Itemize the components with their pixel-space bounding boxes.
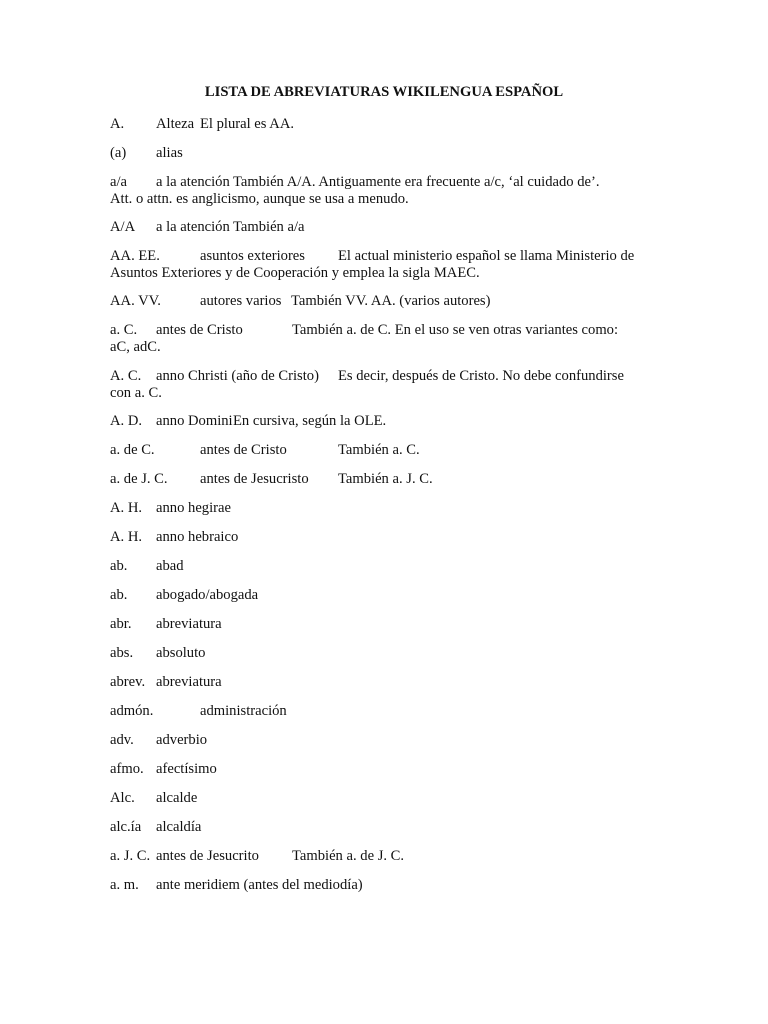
abbreviation: a. J. C. xyxy=(110,848,151,864)
meaning: anno Christi (año de Cristo) xyxy=(156,368,319,384)
note-continuation: aC, adC. xyxy=(110,339,161,355)
note: También a. J. C. xyxy=(338,471,433,487)
abbreviation: a. de C. xyxy=(110,442,155,458)
meaning: alcaldía xyxy=(156,819,202,835)
note: También a. C. xyxy=(338,442,420,458)
abbreviation: AA. VV. xyxy=(110,293,161,309)
abbreviation: A. D. xyxy=(110,413,143,429)
meaning: afectísimo xyxy=(156,761,217,777)
abbreviation: AA. EE. xyxy=(110,248,160,264)
meaning: anno Domini xyxy=(156,413,233,429)
note-continuation: Asuntos Exteriores y de Cooperación y emplea la sigla MAEC. xyxy=(110,265,480,281)
note: Es decir, después de Cristo. No debe confundirse xyxy=(338,368,624,384)
abbreviation: admón. xyxy=(110,703,154,719)
note: El actual ministerio español se llama Ministerio de xyxy=(338,248,635,264)
abbreviation: a/a xyxy=(110,174,128,190)
abbreviation: afmo. xyxy=(110,761,144,777)
meaning: adverbio xyxy=(156,732,208,748)
meaning: abreviatura xyxy=(156,674,222,690)
abbreviation: A. H. xyxy=(110,500,143,516)
abbreviation: abrev. xyxy=(110,674,146,690)
meaning: ante meridiem (antes del mediodía) xyxy=(156,877,363,893)
meaning: abreviatura xyxy=(156,616,222,632)
abbreviation: a. m. xyxy=(110,877,139,893)
meaning: asuntos exteriores xyxy=(200,248,305,264)
meaning: anno hebraico xyxy=(156,529,239,545)
note: También VV. AA. (varios autores) xyxy=(291,293,491,309)
abbreviation: a. de J. C. xyxy=(110,471,168,487)
abbreviation: ab. xyxy=(110,587,128,603)
meaning: antes de Cristo xyxy=(200,442,287,458)
meaning: antes de Jesucristo xyxy=(200,471,309,487)
meaning: abad xyxy=(156,558,184,574)
meaning: autores varios xyxy=(200,293,282,309)
note-continuation: Att. o attn. es anglicismo, aunque se usa a menudo. xyxy=(110,191,409,207)
meaning: alcalde xyxy=(156,790,198,806)
meaning: anno hegirae xyxy=(156,500,231,516)
abbreviation: abr. xyxy=(110,616,132,632)
abbreviation: A/A xyxy=(110,219,136,235)
page-title: LISTA DE ABREVIATURAS WIKILENGUA ESPAÑOL xyxy=(204,84,564,100)
meaning: antes de Cristo xyxy=(156,322,243,338)
abbreviation: a. C. xyxy=(110,322,138,338)
note: También a. de C. En el uso se ven otras variantes como: xyxy=(292,322,619,338)
meaning: alias xyxy=(156,145,183,161)
abbreviation: A. H. xyxy=(110,529,143,545)
note: El plural es AA. xyxy=(200,116,295,132)
meaning: absoluto xyxy=(156,645,206,661)
abbreviation: abs. xyxy=(110,645,134,661)
abbreviation: alc.ía xyxy=(110,819,142,835)
note: También a/a xyxy=(233,219,305,235)
meaning: a la atención xyxy=(156,174,230,190)
abbreviation: ab. xyxy=(110,558,128,574)
meaning: Alteza xyxy=(156,116,195,132)
meaning: abogado/abogada xyxy=(156,587,259,603)
note: También A/A. Antiguamente era frecuente a/c, ‘al cuidado de’. xyxy=(233,174,600,190)
note-continuation: con a. C. xyxy=(110,385,162,401)
meaning: antes de Jesucrito xyxy=(156,848,259,864)
abbreviation: A. xyxy=(110,116,125,132)
abbreviation: (a) xyxy=(110,145,127,161)
meaning: a la atención xyxy=(156,219,230,235)
note: También a. de J. C. xyxy=(292,848,405,864)
note: En cursiva, según la OLE. xyxy=(233,413,387,429)
meaning: administración xyxy=(200,703,287,719)
abbreviation: A. C. xyxy=(110,368,142,384)
abbreviation: Alc. xyxy=(110,790,135,806)
abbreviation: adv. xyxy=(110,732,134,748)
